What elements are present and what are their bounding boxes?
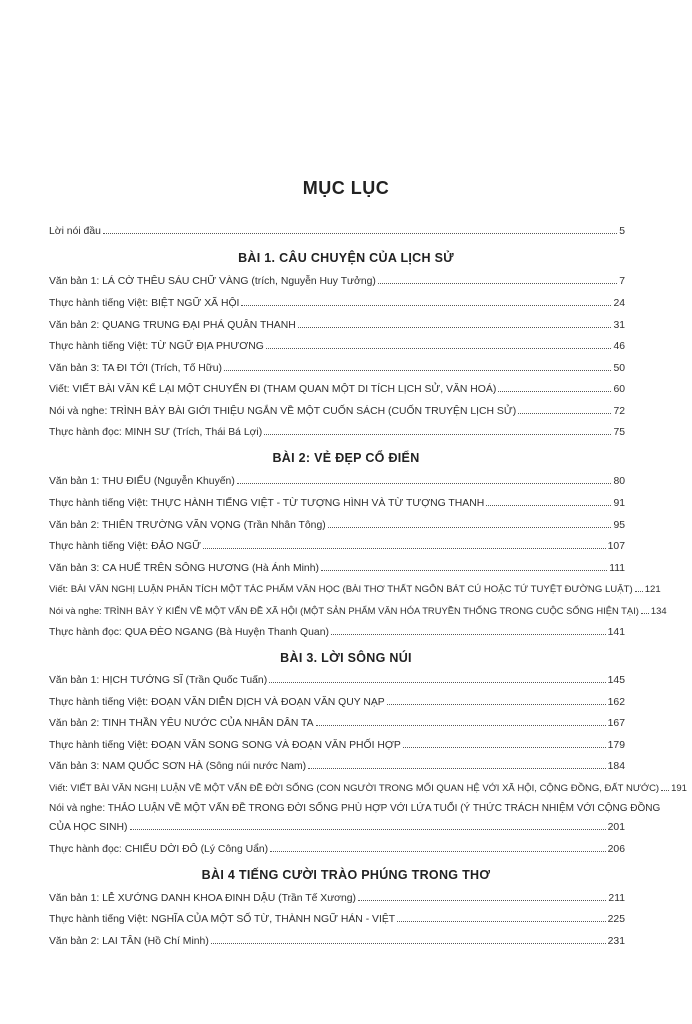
toc-entry-page: 24 [613, 298, 625, 309]
dot-leader [328, 518, 612, 528]
toc-entry[interactable] [49, 673, 625, 687]
toc-entry-page: 121 [644, 584, 661, 595]
toc-entry[interactable] [49, 842, 625, 856]
toc-entry[interactable] [49, 912, 625, 926]
toc-entry-page: 184 [607, 761, 625, 772]
toc-entry[interactable] [49, 361, 625, 375]
toc-entry-page: 91 [613, 498, 625, 509]
toc-entry-page: 145 [607, 675, 625, 686]
toc-entry-page: 7 [619, 276, 625, 287]
toc-entry[interactable] [49, 425, 625, 439]
toc-entry-text: Thực hành đọc: CHIẾU DỜI ĐÔ (Lý Công Uẩn) [49, 844, 269, 855]
toc-entry[interactable] [49, 716, 625, 730]
toc-entry-text: Văn bản 2: TINH THẦN YÊU NƯỚC CỦA NHÂN DÂN TA [49, 718, 314, 729]
toc-entry-text: Thực hành đọc: MINH SƯ (Trích, Thái Bá Lợi) [49, 427, 263, 438]
toc-entry-text: Văn bản 3: TA ĐI TỚI (Trích, Tố Hữu) [49, 363, 222, 374]
toc-entry-page: 191 [671, 783, 687, 794]
toc-entry-text: Viết: BÀI VĂN NGHỊ LUẬN PHÂN TÍCH MỘT TÁC PHẨM VĂN HỌC (BÀI THƠ THẤT NGÔN BÁT CÚ HOẶC TỨ TUYỆT ĐƯỜNG LUẬT) [49, 584, 633, 595]
toc-entry-text: Văn bản 3: CA HUẾ TRÊN SÔNG HƯƠNG (Hà Ánh Minh) [49, 563, 319, 574]
toc-entry[interactable] [49, 274, 625, 288]
toc-entry-text: Thực hành tiếng Việt: NGHĨA CỦA MỘT SỐ TỪ, THÀNH NGỮ HÁN - VIỆT [49, 914, 396, 925]
toc-entry[interactable] [49, 738, 625, 752]
dot-leader [661, 781, 669, 791]
toc-entry-text: Văn bản 1: HỊCH TƯỚNG SĨ (Trần Quốc Tuấn) [49, 675, 268, 686]
toc-entry[interactable] [49, 604, 667, 617]
toc-entry-page: 167 [607, 718, 625, 729]
toc-entry-page: 107 [607, 541, 625, 552]
dot-leader [397, 912, 606, 922]
dot-leader [635, 582, 643, 592]
dot-leader [298, 318, 612, 328]
toc-entry-text: Nói và nghe: TRÌNH BÀY Ý KIẾN VỀ MỘT VẤN ĐỀ XÃ HỘI (MỘT SẢN PHẨM VĂN HÓA TRUYỀN THỐNG TRONG CUỘC SỐNG HIỆN TẠI) [49, 605, 639, 616]
toc-entry[interactable] [49, 582, 661, 596]
dot-leader [130, 820, 606, 830]
dot-leader [316, 716, 606, 726]
toc-entry-page: 95 [613, 520, 625, 531]
toc-entry-page: 231 [607, 936, 625, 947]
dot-leader [358, 891, 606, 901]
toc-entry-page: 201 [607, 822, 625, 833]
dot-leader [211, 934, 606, 944]
toc-entry[interactable] [49, 759, 625, 773]
toc-entry-text: Văn bản 3: NAM QUỐC SƠN HÀ (Sông núi nước Nam) [49, 761, 307, 772]
toc-entry-text: Viết: VIẾT BÀI VĂN KỂ LẠI MỘT CHUYẾN ĐI (THAM QUAN MỘT DI TÍCH LỊCH SỬ, VĂN HOÁ) [49, 384, 497, 395]
toc-entry-text: Thực hành tiếng Việt: ĐẢO NGỮ [49, 541, 201, 552]
toc-entry[interactable] [49, 318, 625, 332]
dot-leader [203, 539, 606, 549]
toc-entry-text: Văn bản 2: LAI TÂN (Hồ Chí Minh) [49, 936, 209, 947]
toc-entry-page: 134 [650, 605, 667, 616]
section-heading-4: BÀI 4 TIẾNG CƯỜI TRÀO PHÚNG TRONG THƠ [201, 868, 491, 882]
toc-entry[interactable] [49, 496, 625, 510]
toc-entry-page: 75 [613, 427, 625, 438]
dot-leader [321, 561, 607, 571]
toc-entry-page: 225 [607, 914, 625, 925]
toc-entry-text: Thực hành tiếng Việt: ĐOẠN VĂN SONG SONG VÀ ĐOẠN VĂN PHỐI HỢP [49, 740, 401, 751]
toc-entry-page: 46 [613, 341, 625, 352]
section-heading-2: BÀI 2: VẺ ĐẸP CỔ ĐIỂN [272, 451, 420, 465]
dot-leader [237, 474, 612, 484]
toc-entry[interactable] [49, 561, 625, 575]
toc-entry-page: 162 [607, 697, 625, 708]
toc-entry[interactable] [49, 891, 625, 905]
page-title: MỤC LỤC [302, 178, 390, 198]
dot-leader [103, 224, 617, 234]
toc-entry-text: Thực hành tiếng Việt: TỪ NGỮ ĐỊA PHƯƠNG [49, 341, 264, 352]
toc-entry-page: 111 [609, 563, 625, 574]
toc-entry-page: 72 [613, 406, 625, 417]
toc-entry[interactable] [49, 539, 625, 553]
dot-leader [308, 759, 606, 769]
toc-entry-page: 179 [607, 740, 625, 751]
dot-leader [266, 339, 612, 349]
toc-entry-page: 206 [607, 844, 625, 855]
toc-entry-text: Văn bản 1: LỄ XƯỚNG DANH KHOA ĐINH DẬU (Trần Tế Xương) [49, 893, 356, 904]
toc-entry-page: 80 [613, 476, 625, 487]
dot-leader [403, 738, 606, 748]
dot-leader [378, 274, 617, 284]
toc-entry[interactable] [49, 781, 687, 795]
toc-entry-text: Nói và nghe: TRÌNH BÀY BÀI GIỚI THIỆU NGẮN VỀ MỘT CUỐN SÁCH (CUỐN TRUYỆN LỊCH SỬ) [49, 406, 517, 417]
dot-leader [641, 604, 649, 614]
dot-leader [331, 625, 606, 635]
toc-entry-text: Lời nói đầu [49, 226, 101, 237]
toc-entry[interactable] [49, 474, 625, 488]
toc-entry[interactable] [49, 296, 625, 310]
toc-entry-page: 60 [613, 384, 625, 395]
toc-entry[interactable] [49, 695, 625, 709]
toc-entry[interactable] [49, 339, 625, 353]
dot-leader [518, 404, 611, 414]
dot-leader [264, 425, 611, 435]
dot-leader [387, 695, 606, 705]
dot-leader [269, 673, 605, 683]
section-heading-3: BÀI 3. LỜI SÔNG NÚI [280, 651, 412, 665]
toc-entry-page: 5 [619, 226, 625, 237]
toc-entry-intro[interactable] [49, 224, 625, 238]
toc-entry-text: Thực hành đọc: QUA ĐÈO NGANG (Bà Huyện Thanh Quan) [49, 627, 329, 638]
toc-entry-text: Thực hành tiếng Việt: ĐOẠN VĂN DIỄN DỊCH VÀ ĐOẠN VĂN QUY NẠP [49, 697, 385, 708]
toc-entry[interactable] [49, 518, 625, 532]
toc-entry-text: Văn bản 2: QUANG TRUNG ĐẠI PHÁ QUÂN THANH [49, 320, 296, 331]
toc-entry-page: 141 [607, 627, 625, 638]
toc-entry-page: 50 [613, 363, 625, 374]
dot-leader [270, 842, 606, 852]
toc-entry-text: Thực hành tiếng Việt: THỰC HÀNH TIẾNG VIỆT - TỪ TƯỢNG HÌNH VÀ TỪ TƯỢNG THANH [49, 498, 485, 509]
toc-entry-text: Văn bản 1: THU ĐIẾU (Nguyễn Khuyến) [49, 476, 235, 487]
toc-entry-page: 31 [613, 320, 625, 331]
toc-entry-text: Viết: VIẾT BÀI VĂN NGHỊ LUẬN VỀ MỘT VẤN ĐỀ ĐỜI SỐNG (CON NGƯỜI TRONG MỐI QUAN HỆ VỚI XÃ HỘI, CỘNG ĐỒNG, ĐẤT NƯỚC) [49, 783, 660, 794]
dot-leader [486, 496, 611, 506]
toc-entry-text: Thực hành tiếng Việt: BIỆT NGỮ XÃ HỘI [49, 298, 240, 309]
dot-leader [241, 296, 611, 306]
dot-leader [498, 382, 611, 392]
toc-entry-page: 211 [608, 893, 625, 904]
toc-entry[interactable] [49, 934, 625, 948]
section-heading-1: BÀI 1. CÂU CHUYỆN CỦA LỊCH SỬ [238, 251, 454, 265]
toc-entry[interactable] [49, 404, 625, 418]
toc-entry[interactable] [49, 382, 625, 396]
toc-entry-text: Văn bản 2: THIÊN TRƯỜNG VÃN VỌNG (Trần Nhân Tông) [49, 520, 326, 531]
toc-entry-text: CỦA HỌC SINH) [49, 822, 128, 833]
toc-entry-text: Văn bản 1: LÁ CỜ THÊU SÁU CHỮ VÀNG (trích, Nguyễn Huy Tưởng) [49, 276, 376, 287]
toc-entry[interactable] [49, 625, 625, 639]
dot-leader [224, 361, 611, 371]
toc-entry-line1[interactable]: Nói và nghe: THẢO LUẬN VỀ MỘT VẤN ĐỀ TRONG ĐỜI SỐNG PHÙ HỢP VỚI LỨA TUỔI (Ý THỨC TRÁCH NHIỆM VỚI CỘNG ĐỒNG [49, 803, 661, 814]
toc-entry[interactable] [49, 820, 625, 834]
